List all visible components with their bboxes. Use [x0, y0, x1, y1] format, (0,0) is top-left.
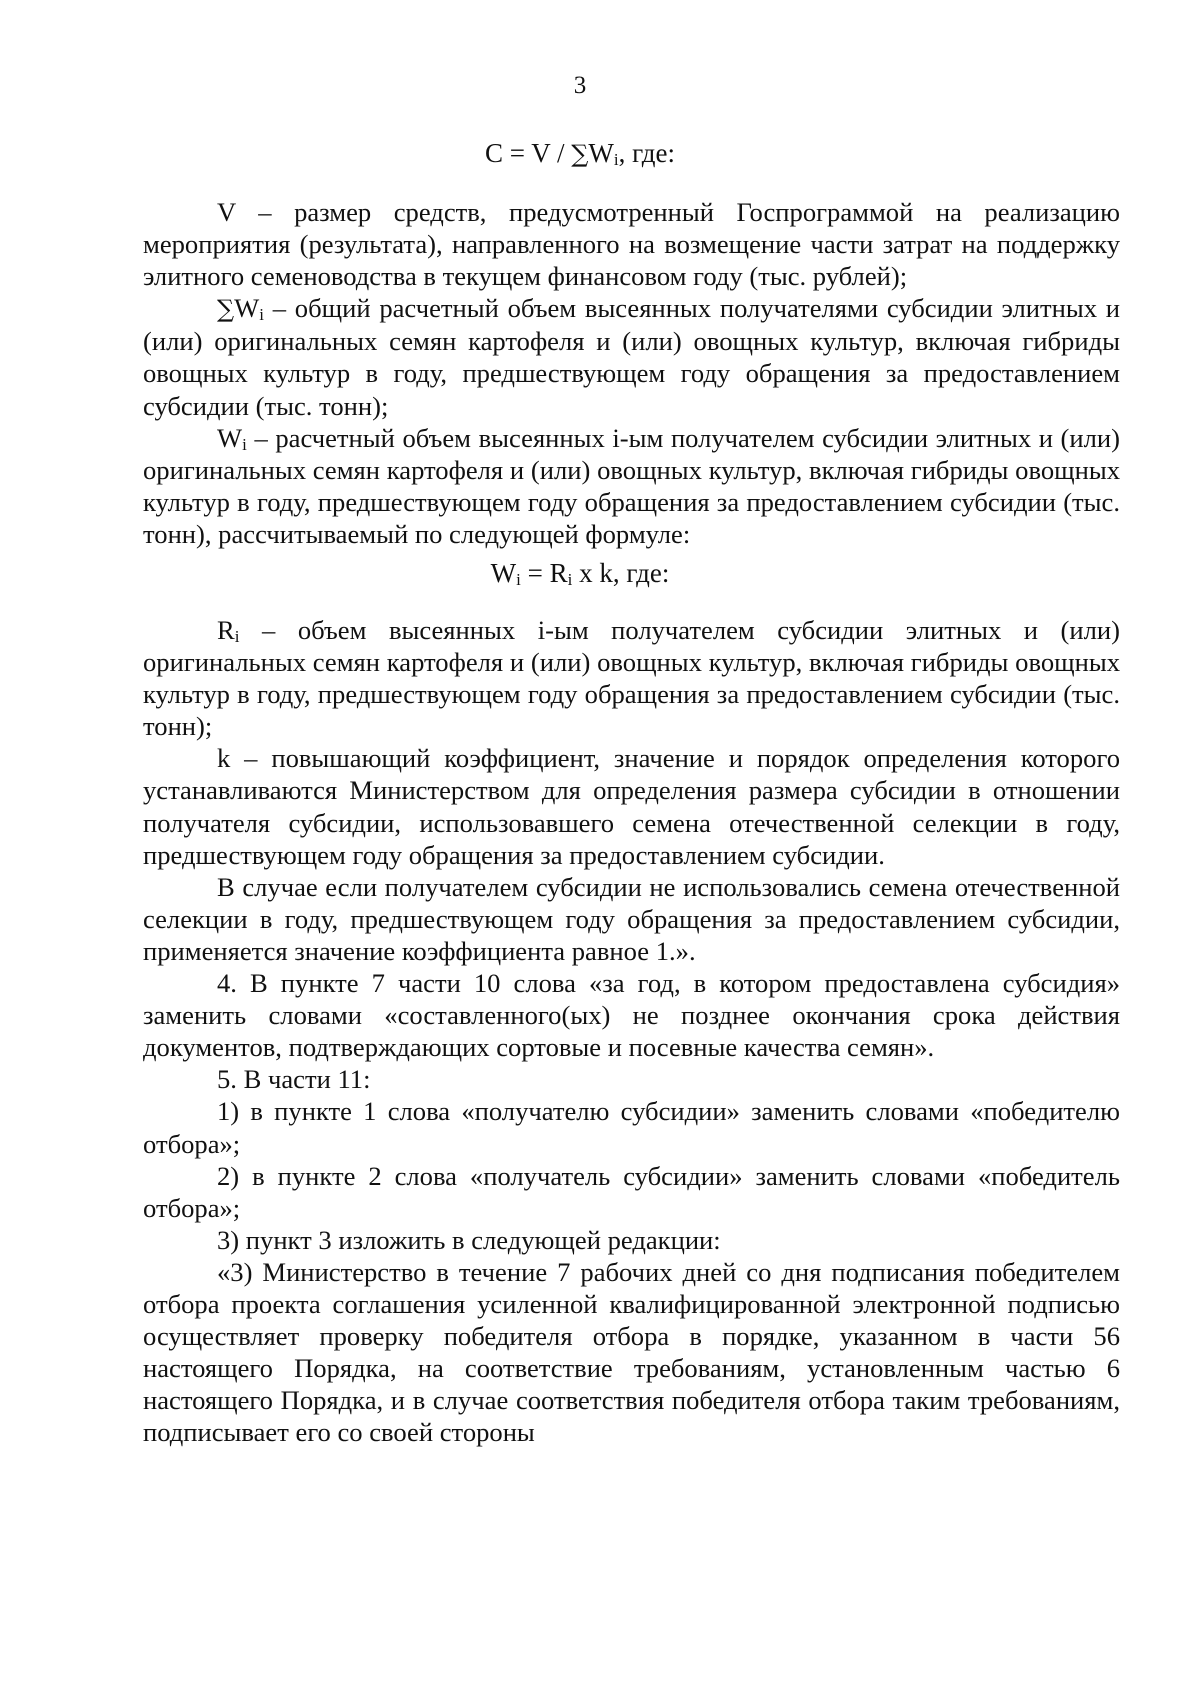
item-5-1: 1) в пункте 1 слова «получателю субсидии» заменить словами «победителю отбора»;	[143, 1096, 1120, 1159]
definition-ri: $R_i$ – объем высеянных i-ым получателем субсидии элитных и (или) оригинальных семян картофеля и (или) овощных культур, включая гибриды овощных культур в году, предшествующем году обращения за предоставлением субсидии (тыс. тонн);	[143, 615, 1120, 742]
item-4: 4. В пункте 7 части 10 слова «за год, в котором предоставлена субсидия» заменить словами «составленного(ых) не позднее окончания срока действия документов, подтверждающих сортовые и посевные качества семян».	[143, 968, 1120, 1063]
formula-wi: $W_i = R_i$ x k, где:	[490, 558, 670, 589]
paragraph-case: В случае если получателем субсидии не использовались семена отечественной селекции в году, предшествующем году обращения за предоставлением субсидии, применяется значение коэффициента равное 1.».	[143, 871, 1120, 966]
sum-symbol: ∑	[571, 140, 589, 168]
definition-sum-wi: $\sum W_i$ – общий расчетный объем высеянных получателями субсидии элитных и (или) оригинальных семян картофеля и (или) овощных культур, включая гибриды овощных культур в году, предшествующем году обращения за предоставлением субсидии (тыс. тонн);	[143, 293, 1120, 421]
definition-wi: $W_i$ – расчетный объем высеянных i-ым получателем субсидии элитных и (или) оригинальных семян картофеля и (или) овощных культур, включая гибриды овощных культур в году, предшествующем году обращения за предоставлением субсидии (тыс. тонн), рассчитываемый по следующей формуле:	[143, 422, 1120, 549]
body-block	[143, 614, 1120, 1448]
item-5: 5. В части 11:	[217, 1064, 371, 1095]
item-5-3: 3) пункт 3 изложить в следующей редакции:	[217, 1224, 721, 1255]
definition-v: V – размер средств, предусмотренный Госпрограммой на реализацию мероприятия (результата), направленного на возмещение части затрат на поддержку элитного семеноводства в текущем финансовом году (тыс. рублей);	[143, 197, 1120, 292]
definition-k: k – повышающий коэффициент, значение и порядок определения которого устанавливаются Министерством для определения размера субсидии в отношении получателя субсидии, использовавшего семена отечественной селекции в году, предшествующем году обращения за предоставлением субсидии.	[143, 743, 1120, 870]
formula-c: $C = V / \sum W_i$, где:	[484, 138, 676, 169]
sum-symbol: ∑	[217, 295, 235, 324]
page-number: 3	[573, 72, 587, 99]
item-5-2: 2) в пункте 2 слова «получатель субсидии» заменить словами «победитель отбора»;	[143, 1160, 1120, 1223]
item-5-3-text: «3) Министерство в течение 7 рабочих дней со дня подписания победителем отбора проекта соглашения усиленной квалифицированной электронной подписью осуществляет проверку победителя отбора в порядке, указанном в части 56 настоящего Порядка, на соответствие требованиям, установленным частью 6 настоящего Порядка, и в случае соответствия победителя отбора таким требованиям, подписывает его со своей стороны	[143, 1256, 1120, 1448]
definitions-block	[143, 196, 1120, 550]
